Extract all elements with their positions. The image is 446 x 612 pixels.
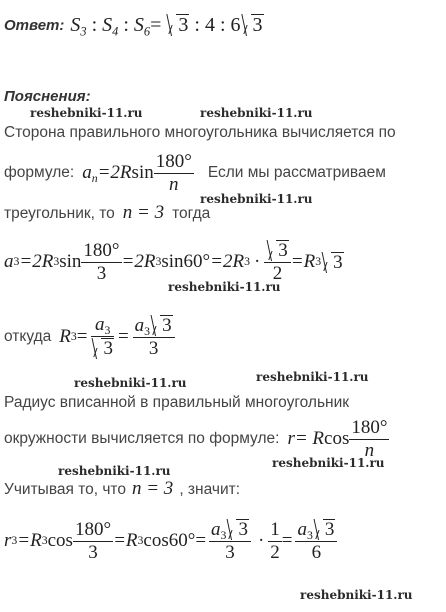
inradius-formula: r= Rcos $\frac{180^\circ}{n}$ <box>287 416 388 461</box>
explanation-line: формуле: $a_n=2Rsin$ $\frac{180^\circ}{n}$ Если мы рассматриваем <box>4 150 386 195</box>
explanation-line: треугольник, то n = 3 тогда <box>4 202 211 223</box>
watermark: reshebniki-11.ru <box>30 106 143 120</box>
side-formula: $a_n=2Rsin$ $\frac{180^\circ}{n}$ <box>82 150 192 195</box>
explanation-line: Сторона правильного многоугольника вычисляется по <box>4 124 396 141</box>
circumradius-formula: R 3 = $\frac{a_3}{3}$ = $\frac{a_3 3}{3}$ <box>59 315 174 359</box>
explanation-line: Учитывая то, что n = 3 , значит: <box>4 478 241 499</box>
answer-formula: $S_3$ : $S_4$ : $S_6= 3$ : 4 : 6 3 <box>70 13 263 38</box>
watermark: reshebniki-11.ru <box>300 588 413 602</box>
triangle-side-formula: a 3 =2R 3 sin $\frac{180^\circ}{3}$ =2R 3 sin60° =2R 3 · $\frac{3}{2}$ =R 3 3 <box>4 239 343 284</box>
watermark: reshebniki-11.ru <box>168 280 281 294</box>
watermark: reshebniki-11.ru <box>74 376 187 390</box>
explanation-header: Пояснения: <box>4 88 91 105</box>
explanation-line: откуда R 3 = $\frac{a_3}{3}$ = $\frac{a_3 3}{3}$ <box>4 302 175 372</box>
watermark: reshebniki-11.ru <box>58 464 171 478</box>
answer-line <box>4 8 264 42</box>
watermark: reshebniki-11.ru <box>200 192 313 206</box>
watermark: reshebniki-11.ru <box>272 456 385 470</box>
answer-label: Ответ: <box>4 16 65 34</box>
explanation-line: Радиус вписанной в правильный многоугольник <box>4 394 350 411</box>
explanation-line: окружности вычисляется по формуле: r= Rcos $\frac{180^\circ}{n}$ <box>4 416 388 461</box>
watermark: reshebniki-11.ru <box>200 106 313 120</box>
watermark: reshebniki-11.ru <box>256 370 369 384</box>
triangle-inradius-formula: r 3 =R 3 cos $\frac{180^\circ}{3}$ =R 3 cos60° = $\frac{a_3 3}{3}$ · $\frac{1}{2}$ = $\frac{a_3 3}{6}$ <box>4 506 337 576</box>
